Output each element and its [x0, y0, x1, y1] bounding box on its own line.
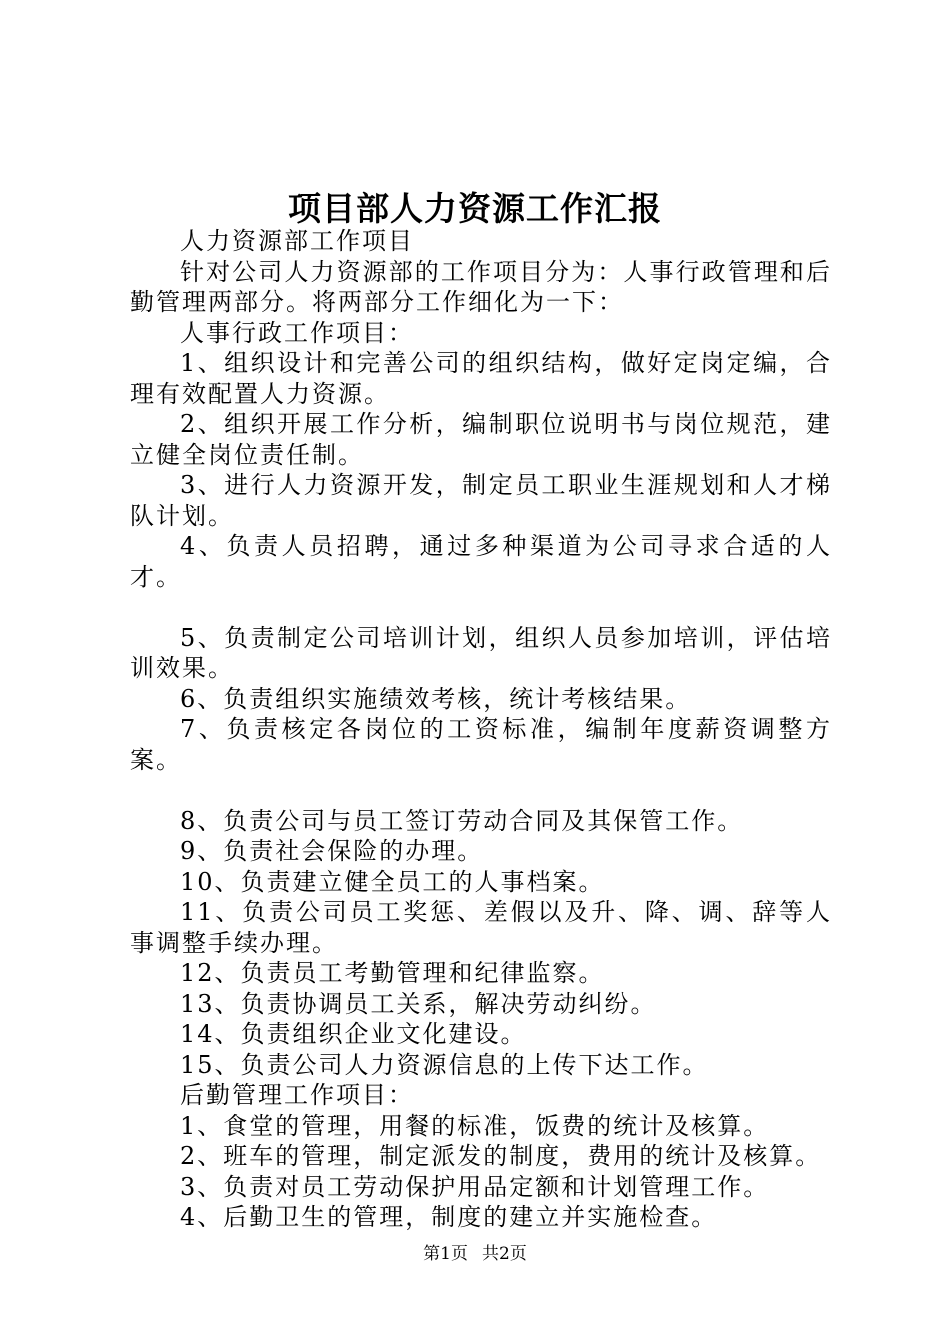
list-item: 8、负责公司与员工签订劳动合同及其保管工作。 [180, 806, 744, 835]
list-item: 4、负责人员招聘，通过多种渠道为公司寻求合适的人才。 [130, 532, 832, 591]
page-number: 第1页 [423, 1244, 468, 1264]
list-item: 2、组织开展工作分析，编制职位说明书与岗位规范，建立健全岗位责任制。 [130, 410, 832, 469]
list-item: 9、负责社会保险的办理。 [180, 837, 484, 865]
list-item: 6、负责组织实施绩效考核，统计考核结果。 [180, 684, 692, 713]
list-item: 3、负责对员工劳动保护用品定额和计划管理工作。 [180, 1172, 770, 1201]
page-total: 共2页 [482, 1244, 527, 1264]
paragraph: 人事行政工作项目： [180, 318, 414, 347]
list-item: 10、负责建立健全员工的人事档案。 [180, 867, 605, 896]
list-item: 4、后勤卫生的管理，制度的建立并实施检查。 [180, 1203, 718, 1231]
list-item: 11、负责公司员工奖惩、差假以及升、降、调、辞等人事调整手续办理。 [130, 898, 832, 957]
list-item: 12、负责员工考勤管理和纪律监察。 [180, 959, 605, 987]
list-item: 1、组织设计和完善公司的组织结构，做好定岗定编，合理有效配置人力资源。 [130, 349, 832, 408]
document-body [130, 226, 832, 1233]
list-item: 5、负责制定公司培训计划，组织人员参加培训，评估培训效果。 [130, 623, 832, 682]
list-item: 1、食堂的管理，用餐的标准，饭费的统计及核算。 [180, 1111, 770, 1140]
paragraph: 人力资源部工作项目 [180, 227, 414, 255]
list-item: 15、负责公司人力资源信息的上传下达工作。 [180, 1050, 709, 1079]
list-item: 13、负责协调员工关系，解决劳动纠纷。 [180, 989, 657, 1018]
list-item: 2、班车的管理，制定派发的制度，费用的统计及核算。 [180, 1142, 822, 1170]
page-footer [0, 1242, 950, 1266]
paragraph: 针对公司人力资源部的工作项目分为：人事行政管理和后勤管理两部分。将两部分工作细化为一下： [130, 257, 832, 316]
document-title: 项目部人力资源工作汇报 [288, 189, 662, 228]
list-item: 7、负责核定各岗位的工资标准，编制年度薪资调整方案。 [130, 715, 832, 774]
list-item: 14、负责组织企业文化建设。 [180, 1020, 527, 1048]
list-item: 3、进行人力资源开发，制定员工职业生涯规划和人才梯队计划。 [130, 471, 832, 530]
paragraph: 后勤管理工作项目： [180, 1081, 414, 1109]
